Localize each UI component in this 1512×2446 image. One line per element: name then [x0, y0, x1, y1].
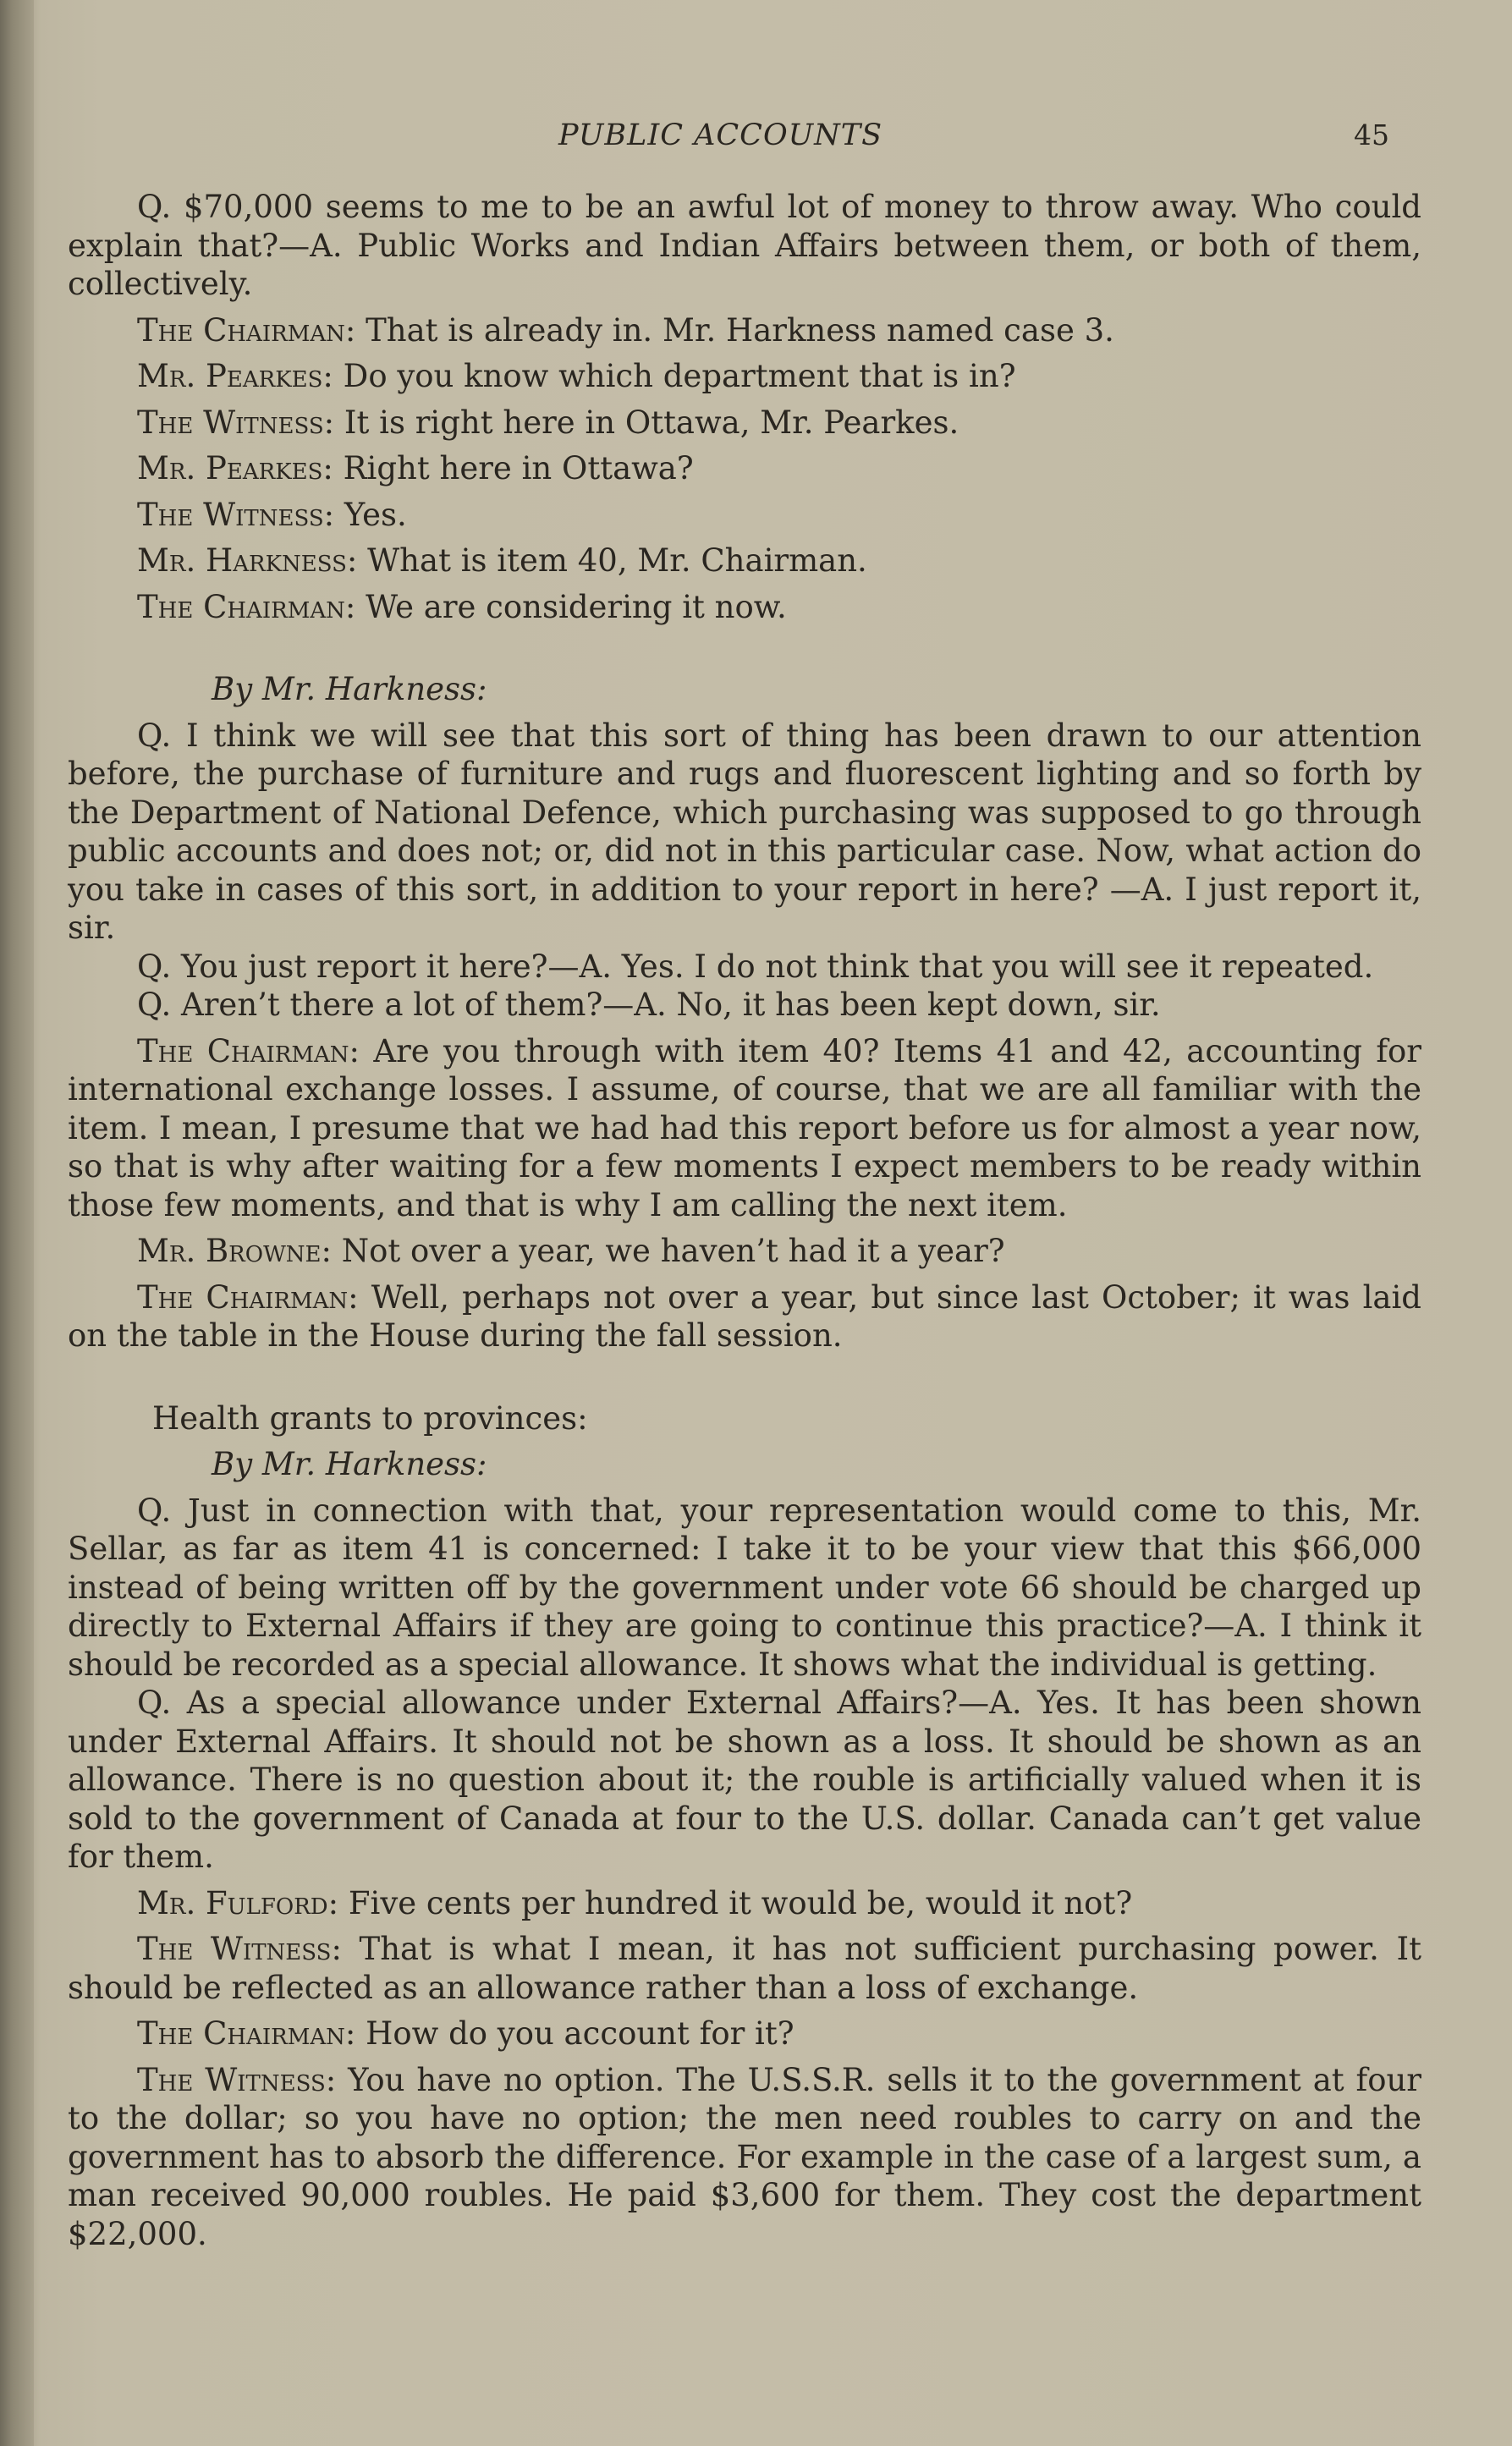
speaker-name: Mr. Pearkes: [137, 358, 333, 394]
speaker-paragraph [68, 588, 1421, 627]
speaker-name: The Chairman: [137, 1032, 360, 1069]
speaker-name: The Witness: [137, 2061, 337, 2098]
speaker-paragraph [68, 449, 1421, 488]
speaker-name: Mr. Browne: [137, 1233, 332, 1269]
page-header [0, 118, 1512, 161]
speaker-name: The Chairman: [137, 311, 356, 349]
question-paragraph [68, 1684, 1421, 1877]
speaker-paragraph [68, 357, 1421, 396]
paragraph-text: Q. Aren’t there a lot of them?—A. No, it has been kept down, sir. [137, 987, 1161, 1023]
paragraph-text: It is right here in Ottawa, Mr. Pearkes. [344, 404, 959, 441]
question-paragraph [68, 986, 1421, 1025]
running-head: PUBLIC ACCOUNTS [558, 118, 883, 152]
paragraph-text: Five cents per hundred it would be, would it not? [348, 1884, 1133, 1921]
paragraph-text: You have no option. The U.S.S.R. sells it to the government at four to the dollar; so you have no option; the men need roubles to carry on and the government has to absorb the difference. For example in the case of a largest sum, a man received 90,000 roubles. He paid $3,600 for them. They cost the department $22,000. [68, 2061, 1421, 2252]
paragraph-text: Well, perhaps not over a year, but since last October; it was laid on the table in the House during the fall session. [68, 1278, 1421, 1354]
speaker-name: The Witness: [137, 496, 335, 533]
section-heading: Health grants to provinces: [152, 1399, 588, 1437]
paragraph-text: Q. I think we will see that this sort of thing has been drawn to our attention before, the purchase of furniture and rugs and fluorescent lighting and so forth by the Department of National Defence, which purchasing was supposed to go through public accounts and does not; or, did not in this particular case. Now, what action do you take in cases of this sort, in addition to your report in here? —A. I just report it, sir. [68, 717, 1421, 946]
speaker-paragraph [68, 2061, 1421, 2254]
speaker-name: Mr. Fulford: [137, 1884, 339, 1921]
paragraph-text: That is what I mean, it has not sufficient purchasing power. It should be reflected as an allowance rather than a loss of exchange. [68, 1931, 1421, 2006]
paragraph-text: We are considering it now. [366, 588, 787, 625]
paragraph-text: That is already in. Mr. Harkness named case 3. [366, 311, 1114, 349]
examiner-byline: By Mr. Harkness: [212, 671, 487, 707]
question-paragraph [68, 188, 1421, 304]
speaker-paragraph [68, 404, 1421, 442]
speaker-paragraph [68, 1232, 1421, 1271]
examiner-byline: By Mr. Harkness: [212, 1446, 487, 1482]
paragraph-text: Q. As a special allowance under External Affairs?—A. Yes. It has been shown under External Affairs. It should not be shown as a loss. It should be shown as an allowance. There is no question about it; the rouble is artificially valued when it is sold to the government of Canada at four to the U.S. dollar. Canada can’t get value for them. [68, 1685, 1421, 1875]
speaker-paragraph [68, 1278, 1421, 1355]
speaker-name: The Witness: [137, 1931, 342, 1967]
page-number: 45 [1354, 118, 1389, 151]
speaker-name: The Chairman: [137, 588, 356, 625]
speaker-paragraph [68, 541, 1421, 580]
speaker-paragraph [68, 2015, 1421, 2053]
speaker-paragraph [68, 1032, 1421, 1225]
paragraph-text: How do you account for it? [366, 2015, 794, 2052]
page-binding-edge [0, 0, 34, 2446]
speaker-name: The Witness: [137, 404, 335, 441]
speaker-name: The Chairman: [137, 1278, 359, 1316]
speaker-name: The Chairman: [137, 2015, 356, 2052]
question-paragraph [68, 948, 1421, 987]
speaker-name: Mr. Pearkes: [137, 450, 333, 486]
paragraph-text: Q. You just report it here?—A. Yes. I do not think that you will see it repeated. [137, 948, 1374, 985]
paragraph-text: Yes. [344, 496, 407, 533]
speaker-paragraph [68, 311, 1421, 350]
speaker-paragraph [68, 1884, 1421, 1923]
question-paragraph [68, 717, 1421, 948]
transcript-body [68, 188, 1421, 2253]
speaker-paragraph [68, 496, 1421, 535]
paragraph-text: Q. Just in connection with that, your representation would come to this, Mr. Sellar, as far as item 41 is concerned: I take it to be your view that this $66,000 instead of being written off by the government under vote 66 should be charged up directly to External Affairs if they are going to continue this practice?—A. I think it should be recorded as a special allowance. It shows what the individual is getting. [68, 1492, 1421, 1683]
speaker-name: Mr. Harkness: [137, 542, 358, 579]
question-paragraph [68, 1492, 1421, 1685]
paragraph-text: Q. $70,000 seems to me to be an awful lot of money to throw away. Who could explain that?—A. Public Works and Indian Affairs between them, or both of them, collectively. [68, 189, 1421, 302]
paragraph-text: Do you know which department that is in? [343, 358, 1016, 394]
paragraph-text: Not over a year, we haven’t had it a year? [341, 1233, 1005, 1269]
paragraph-text: Right here in Ottawa? [343, 450, 694, 486]
paragraph-text: What is item 40, Mr. Chairman. [367, 542, 867, 579]
speaker-paragraph [68, 1930, 1421, 2007]
paragraph-text: Are you through with item 40? Items 41 and 42, accounting for international exchange losses. I assume, of course, that we are all familiar with the item. I mean, I presume that we had had this report before us for almost a year now, so that is why after waiting for a few moments I expect members to be ready within those few moments, and that is why I am calling the next item. [68, 1032, 1421, 1223]
